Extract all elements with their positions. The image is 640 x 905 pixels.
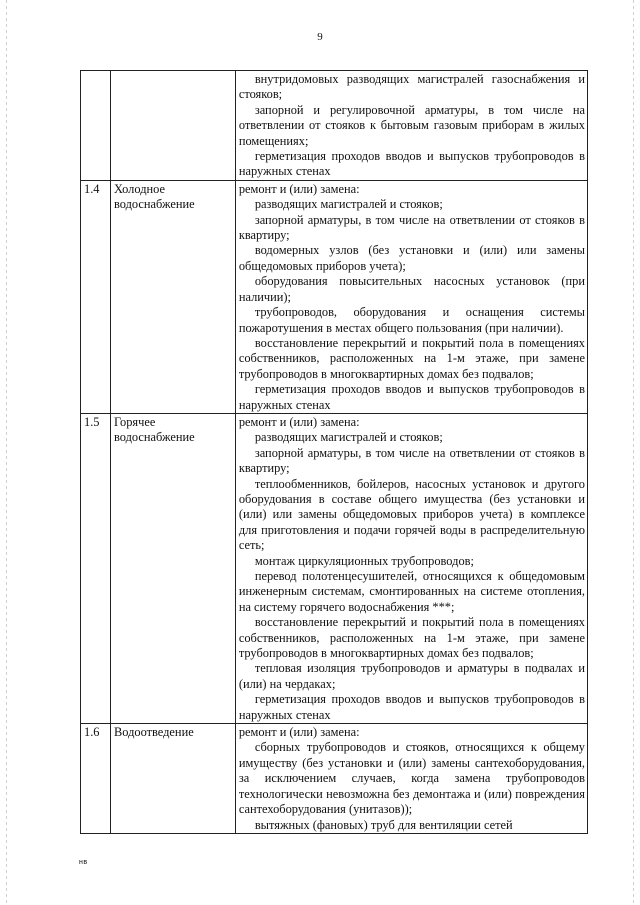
- work-item: водомерных узлов (без установки и (или) или замены общедомовых приборов учета);: [238, 243, 585, 273]
- work-list: [235, 180, 587, 413]
- work-item: тепловая изоляция трубопроводов и арматуры в подвалах и (или) на чердаках;: [238, 661, 585, 691]
- work-item: монтаж циркуляционных трубопроводов;: [254, 553, 474, 568]
- work-item: запорной арматуры, в том числе на ответвлении от стояков в квартиру;: [238, 212, 585, 243]
- work-item: теплообменников, бойлеров, насосных установок и другого оборудования в составе общего имущества (без установки и (или) или замены общедомовых приборов учета) в комплексе для приготовления и подачи горячей воды в распределительную сеть;: [238, 476, 585, 553]
- footer-mark: нв: [79, 859, 88, 866]
- system-name: Горячее водоснабжение: [110, 413, 235, 723]
- table-row: [81, 180, 588, 413]
- work-item: восстановление перекрытий и покрытий пола в помещениях собственников, расположенных на 1-м этаже, при замене трубопроводов в многоквартирных домах без подвалов;: [238, 615, 585, 661]
- work-item: разводящих магистралей и стояков;: [254, 430, 443, 445]
- work-lead: ремонт и (или) замена:: [238, 181, 360, 196]
- work-item: герметизация проходов вводов и выпусков трубопроводов в наружных стенах: [238, 149, 585, 179]
- work-item: восстановление перекрытий и покрытий пола в помещениях собственников, расположенных на 1-м этаже, при замене трубопроводов в многоквартирных домах без подвалов;: [238, 335, 585, 381]
- work-item: запорной арматуры, в том числе на ответвлении от стояков в квартиру;: [238, 445, 585, 476]
- work-item: герметизация проходов вводов и выпусков трубопроводов в наружных стенах: [238, 692, 585, 722]
- work-item: внутридомовых разводящих магистралей газоснабжения и стояков;: [238, 72, 585, 102]
- work-item: разводящих магистралей и стояков;: [254, 197, 443, 212]
- table-row: [81, 724, 588, 834]
- table-row: [81, 71, 588, 181]
- work-item: трубопроводов, оборудования и оснащения системы пожаротушения в местах общего пользования (при наличии).: [238, 305, 585, 335]
- work-item: вытяжных (фановых) труб для вентиляции сетей: [254, 817, 513, 832]
- work-item: герметизация проходов вводов и выпусков трубопроводов в наружных стенах: [238, 382, 585, 412]
- right-edge-line: [633, 0, 634, 905]
- row-number: 1.6: [81, 724, 111, 834]
- work-list: [235, 71, 587, 181]
- work-item: оборудования повысительных насосных установок (при наличии);: [238, 274, 585, 304]
- system-name: [110, 71, 235, 181]
- work-list: [235, 724, 587, 834]
- table-row: [81, 413, 588, 723]
- page-number: 9: [317, 31, 323, 43]
- system-name: Холодное водоснабжение: [110, 180, 235, 413]
- work-list: [235, 413, 587, 723]
- row-number: 1.5: [81, 413, 111, 723]
- left-edge-line: [6, 0, 7, 905]
- work-item: запорной и регулировочной арматуры, в том числе на ответвлении от стояков к бытовым газовым приборам в жилых помещениях;: [238, 102, 585, 148]
- works-table: [80, 70, 588, 834]
- row-number: [81, 71, 111, 181]
- work-lead: ремонт и (или) замена:: [238, 414, 360, 429]
- work-item: перевод полотенцесушителей, относящихся к общедомовым инженерным системам, смонтированных на системе отопления, на систему горячего водоснабжения ***;: [238, 569, 585, 614]
- work-item: сборных трубопроводов и стояков, относящихся к общему имуществу (без установки и (или) замены сантехоборудования, за исключением случаев, когда замена трубопроводов технологически невозможна без демонтажа и (или) повреждения сантехоборудования (унитазов));: [238, 740, 585, 817]
- work-lead: ремонт и (или) замена:: [238, 725, 360, 740]
- system-name: Водоотведение: [110, 724, 235, 834]
- row-number: 1.4: [81, 180, 111, 413]
